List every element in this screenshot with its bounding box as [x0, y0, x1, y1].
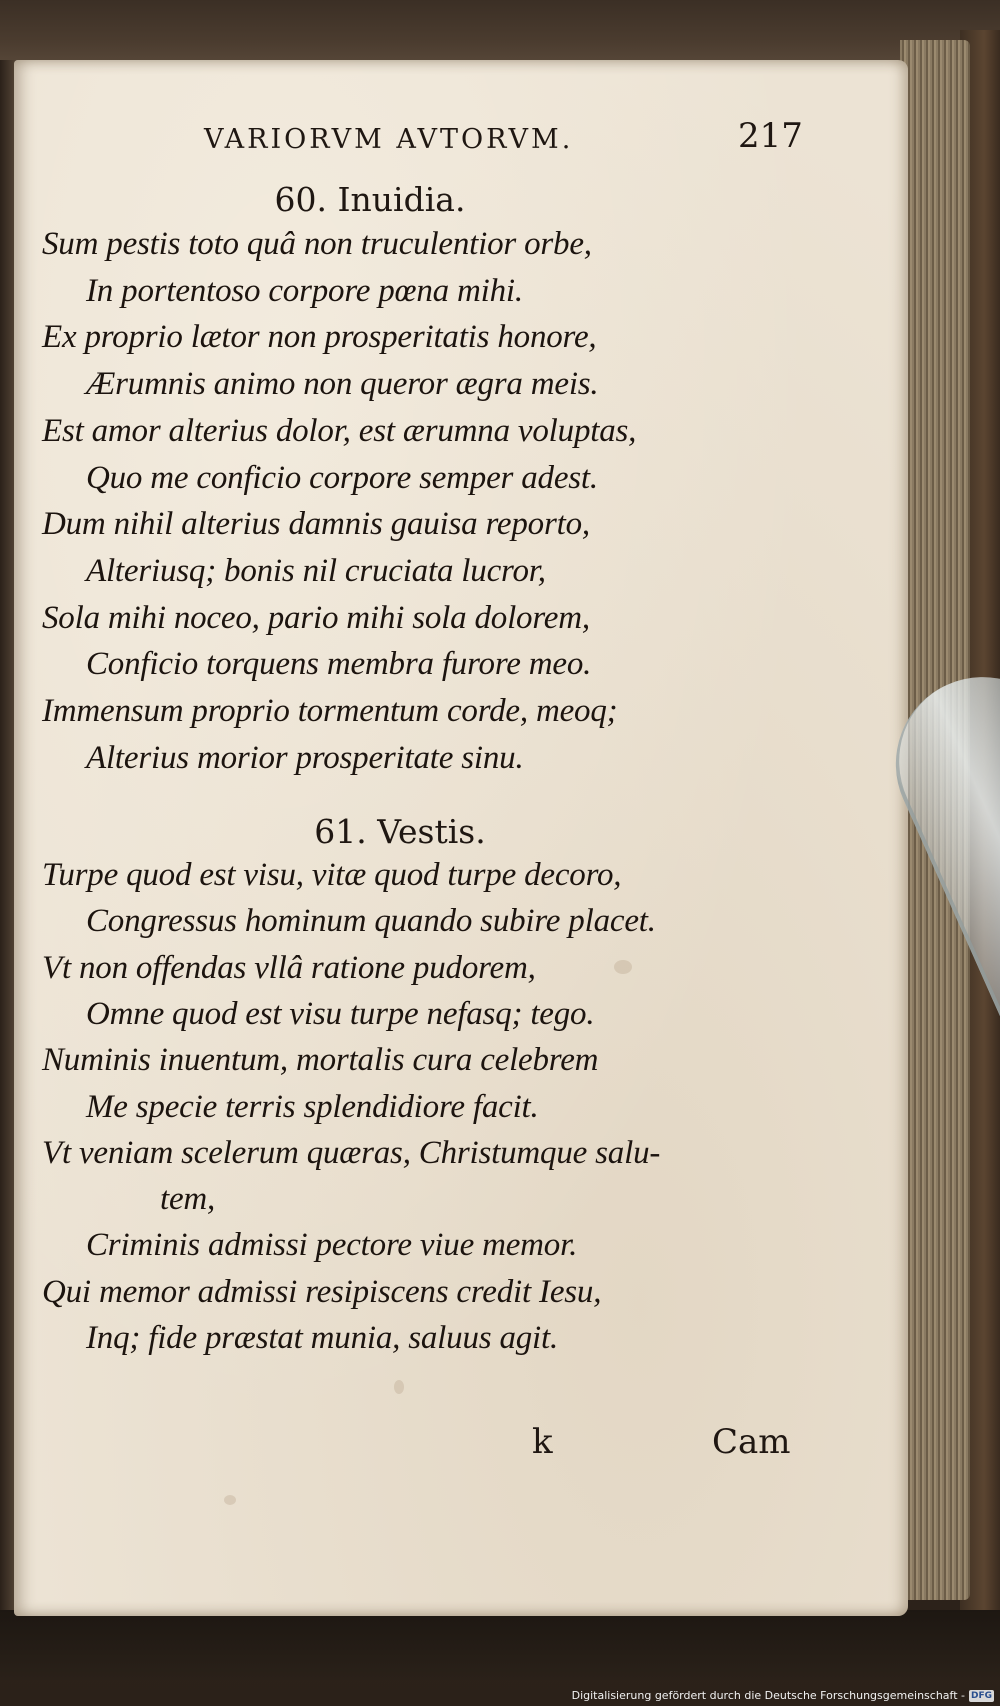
poem-line: Ex proprio lætor non prosperitatis honore,	[42, 319, 597, 356]
poem-line: Alterius morior prosperitate sinu.	[86, 739, 524, 776]
poem-heading-inuidia: 60. Inuidia.	[274, 180, 466, 219]
paper-stain	[394, 1380, 404, 1394]
paper-stain	[224, 1495, 236, 1505]
poem-line: Ærumnis animo non queror ægra meis.	[86, 366, 599, 403]
poem-line: Vt non offendas vllâ ratione pudorem,	[42, 949, 536, 986]
poem-line: Conficio torquens membra furore meo.	[86, 646, 592, 683]
poem-line: Congressus hominum quando subire placet.	[86, 903, 656, 940]
poem-line: Omne quod est visu turpe nefasq; tego.	[86, 995, 595, 1032]
poem-line: Criminis admissi pectore viue memor.	[86, 1227, 578, 1264]
book-cover-bottom	[0, 1610, 1000, 1680]
digitization-credit	[572, 1689, 994, 1702]
poem-line: Numinis inuentum, mortalis cura celebrem	[42, 1042, 599, 1079]
poem-line: Sola mihi noceo, pario mihi sola dolorem,	[42, 599, 590, 636]
poem-line: Dum nihil alterius damnis gauisa reporto,	[42, 506, 590, 543]
signature-mark: k	[532, 1422, 553, 1462]
poem-line: tem,	[160, 1181, 216, 1218]
poem-line: Turpe quod est visu, vitæ quod turpe decoro,	[42, 857, 622, 893]
poem-line: Alteriusq; bonis nil cruciata lucror,	[86, 552, 546, 589]
poem-line: Quo me conficio corpore semper adest.	[86, 459, 598, 496]
poem-line: Immensum proprio tormentum corde, meoq;	[42, 693, 618, 729]
poem-line: In portentoso corpore pœna mihi.	[86, 272, 523, 309]
credit-text: Digitalisierung gefördert durch die Deutsche Forschungsgemeinschaft -	[571, 1689, 965, 1702]
page-number: 217	[738, 116, 803, 156]
poem-line: Est amor alterius dolor, est ærumna voluptas,	[42, 412, 637, 449]
catchword: Cam	[712, 1422, 791, 1462]
dfg-logo: DFG	[970, 1690, 992, 1701]
poem-line: Sum pestis toto quâ non truculentior orbe,	[42, 226, 592, 262]
poem-line: Inq; fide præstat munia, saluus agit.	[86, 1320, 559, 1356]
poem-heading-vestis: 61. Vestis.	[314, 812, 486, 851]
poem-line: Me specie terris splendidiore facit.	[86, 1088, 539, 1125]
poem-line: Qui memor admissi resipiscens credit Iesu,	[42, 1273, 602, 1310]
paper-stain	[614, 960, 632, 974]
poem-line: Vt veniam scelerum quæras, Christumque salu-	[42, 1134, 661, 1171]
running-head: VARIORVM AVTORVM.	[204, 124, 574, 155]
